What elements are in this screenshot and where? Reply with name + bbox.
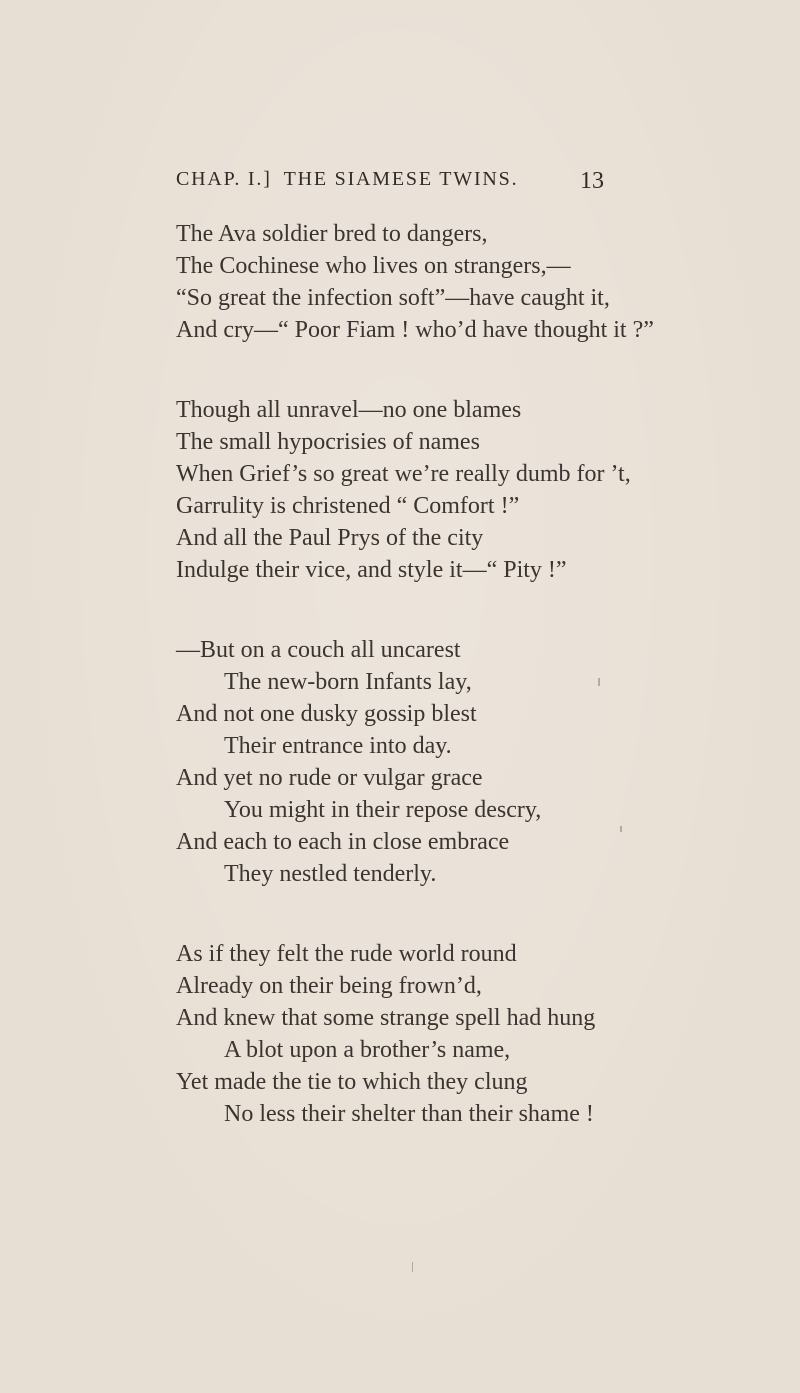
- paper-speck: [412, 1262, 413, 1272]
- stanza-4-line-3: And knew that some strange spell had hung: [176, 1005, 596, 1031]
- stanza-2-line-4: Garrulity is christened “ Comfort !”: [176, 493, 520, 519]
- stanza-1-line-3: “So great the infection soft”—have caught it,: [176, 285, 610, 311]
- stanza-3-line-2: The new-born Infants lay,: [224, 669, 472, 695]
- stanza-1-line-2: The Cochinese who lives on strangers,—: [176, 253, 571, 279]
- stanza-3: [176, 634, 626, 890]
- book-title: THE SIAMESE TWINS.: [283, 168, 519, 190]
- stanza-3-line-3: And not one dusky gossip blest: [176, 701, 477, 727]
- stanza-4-line-4: A blot upon a brother’s name,: [224, 1037, 511, 1063]
- stanza-3-line-6: You might in their repose descry,: [224, 797, 542, 823]
- stanza-4-line-2: Already on their being frown’d,: [176, 973, 482, 999]
- stanza-1-line-1: The Ava soldier bred to dangers,: [176, 221, 488, 247]
- paper-speck: [598, 678, 600, 686]
- stanza-3-line-5: And yet no rude or vulgar grace: [176, 765, 483, 791]
- chapter-label: CHAP. I.]: [176, 168, 272, 190]
- stanza-4: [176, 938, 626, 1130]
- stanza-1: [176, 218, 654, 346]
- stanza-2-line-5: And all the Paul Prys of the city: [176, 525, 484, 551]
- stanza-4-line-6: No less their shelter than their shame !: [224, 1101, 594, 1127]
- stanza-1-line-4: And cry—“ Poor Fiam ! who’d have thought it ?”: [176, 317, 654, 343]
- stanza-4-line-5: Yet made the tie to which they clung: [176, 1069, 528, 1095]
- stanza-4-line-1: As if they felt the rude world round: [176, 941, 517, 967]
- stanza-2-line-6: Indulge their vice, and style it—“ Pity !”: [176, 557, 567, 583]
- page-number: 13: [580, 168, 604, 194]
- stanza-3-line-8: They nestled tenderly.: [224, 861, 437, 887]
- stanza-2-line-2: The small hypocrisies of names: [176, 429, 480, 455]
- stanza-2-line-1: Though all unravel—no one blames: [176, 397, 522, 423]
- poem-body: [176, 218, 654, 1130]
- running-header: [176, 168, 604, 200]
- paper-speck: [620, 826, 622, 832]
- stanza-3-line-1: —But on a couch all uncarest: [176, 637, 461, 663]
- stanza-2-line-3: When Grief’s so great we’re really dumb for ’t,: [176, 461, 631, 487]
- stanza-3-line-4: Their entrance into day.: [224, 733, 452, 759]
- stanza-2: [176, 394, 631, 586]
- stanza-3-line-7: And each to each in close embrace: [176, 829, 510, 855]
